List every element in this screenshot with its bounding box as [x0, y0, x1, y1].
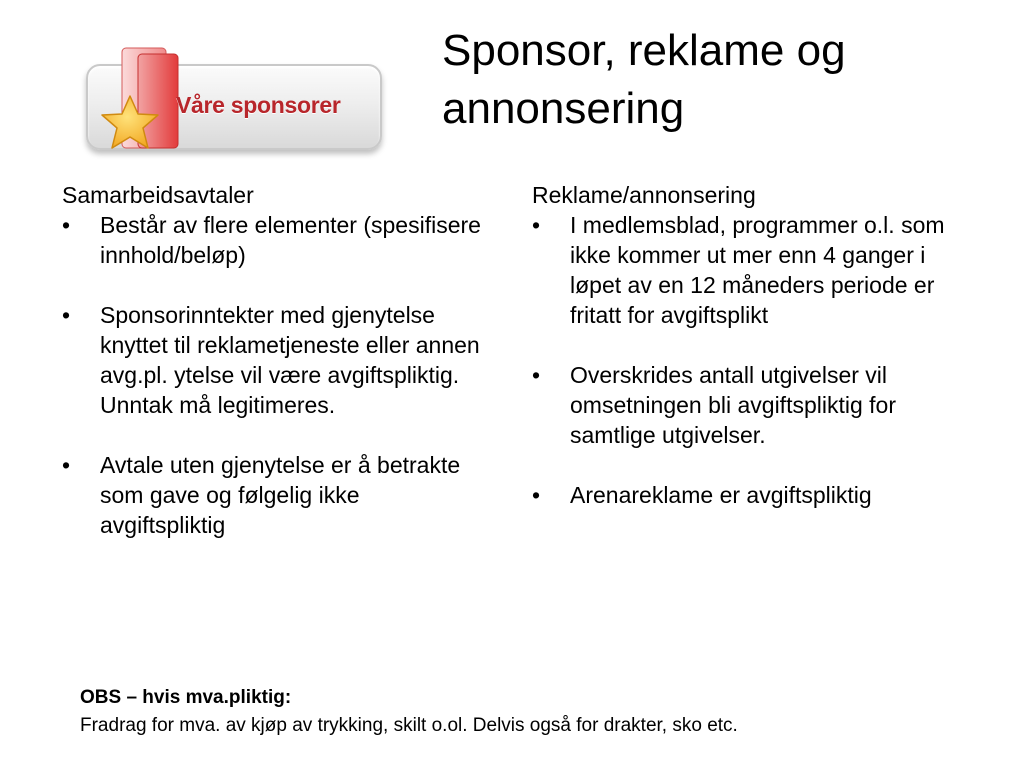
- left-column-heading: Samarbeidsavtaler: [62, 182, 254, 208]
- left-bullet-list: [62, 210, 482, 540]
- page-title: [442, 22, 1002, 138]
- list-item: • Arenareklame er avgiftspliktig: [532, 480, 982, 510]
- footer-note: [80, 684, 980, 740]
- list-item: • Sponsorinntekter med gjenytelse knyttet til reklametjeneste eller annen avg.pl. ytelse vil være avgiftspliktig. Unntak må legitimeres.: [62, 300, 482, 420]
- list-item: • I medlemsblad, programmer o.l. som ikke kommer ut mer enn 4 ganger i løpet av en 12 måneders periode er fritatt for avgiftsplikt: [532, 210, 982, 330]
- list-item: • Består av flere elementer (spesifisere innhold/beløp): [62, 210, 482, 270]
- list-item: • Avtale uten gjenytelse er å betrakte som gave og følgelig ikke avgiftspliktig: [62, 450, 482, 540]
- folder-star-icon: [100, 42, 186, 154]
- list-item: • Overskrides antall utgivelser vil omsetningen bli avgiftspliktig for samtlige utgivelser.: [532, 360, 982, 450]
- title-line-2: annonsering: [442, 84, 685, 133]
- badge-label: Våre sponsorer: [176, 92, 341, 118]
- note-title: OBS – hvis mva.pliktig:: [80, 687, 292, 708]
- right-column: [532, 180, 982, 540]
- title-line-1: Sponsor, reklame og: [442, 26, 846, 75]
- left-column: [62, 180, 482, 570]
- right-bullet-list: [532, 210, 982, 510]
- right-column-heading: Reklame/annonsering: [532, 182, 756, 208]
- note-body: Fradrag for mva. av kjøp av trykking, skilt o.ol. Delvis også for drakter, sko etc.: [80, 715, 738, 736]
- sponsor-badge: [72, 38, 384, 158]
